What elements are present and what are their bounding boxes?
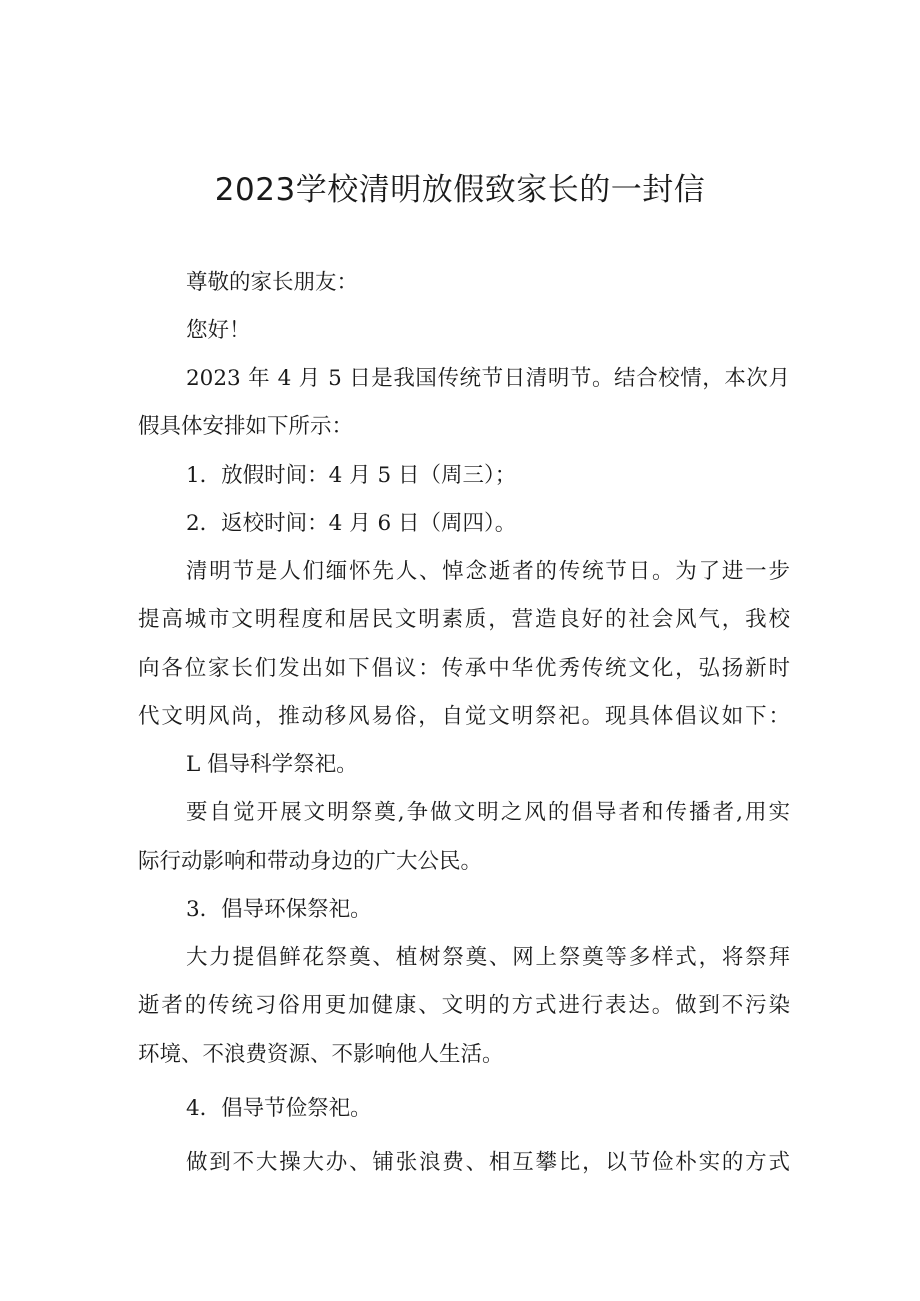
item4-heading: 4．倡导节俭祭祀。	[186, 1096, 372, 1121]
item3-body-line-1: 大力提倡鲜花祭奠、植树祭奠、网上祭奠等多样式，将祭拜	[186, 945, 790, 970]
schedule-item-1: 1．放假时间：4 月 5 日（周三）；	[186, 463, 517, 488]
schedule-item-2: 2．返校时间：4 月 6 日（周四）。	[186, 511, 517, 536]
main-paragraph-line-3: 向各位家长们发出如下倡议：传承中华优秀传统文化，弘扬新时	[138, 656, 790, 681]
main-paragraph-line-4: 代文明风尚，推动移风易俗，自觉文明祭祀。现具体倡议如下：	[138, 704, 790, 729]
item3-body-line-3: 环境、不浪费资源、不影响他人生活。	[138, 1042, 504, 1067]
item1-body-line-1: 要自觉开展文明祭奠,争做文明之风的倡导者和传播者,用实	[186, 800, 790, 825]
main-paragraph-line-1: 清明节是人们缅怀先人、悼念逝者的传统节日。为了进一步	[186, 559, 790, 584]
intro-line-1: 2023 年 4 月 5 日是我国传统节日清明节。结合校情，本次月	[186, 366, 790, 391]
document-title: 2023学校清明放假致家长的一封信	[214, 172, 706, 208]
item1-body-line-2: 际行动影响和带动身边的广大公民。	[138, 849, 483, 874]
intro-line-2: 假具体安排如下所示：	[138, 414, 354, 439]
item3-body-line-2: 逝者的传统习俗用更加健康、文明的方式进行表达。做到不污染	[138, 993, 790, 1018]
item4-body-line-1: 做到不大操大办、铺张浪费、相互攀比，以节俭朴实的方式	[186, 1150, 790, 1175]
greeting: 您好！	[186, 318, 251, 343]
item1-heading: L 倡导科学祭祀。	[186, 752, 358, 777]
main-paragraph-line-2: 提高城市文明程度和居民文明素质，营造良好的社会风气，我校	[138, 607, 790, 632]
salutation: 尊敬的家长朋友：	[186, 270, 359, 295]
item3-heading: 3．倡导环保祭祀。	[186, 897, 372, 922]
